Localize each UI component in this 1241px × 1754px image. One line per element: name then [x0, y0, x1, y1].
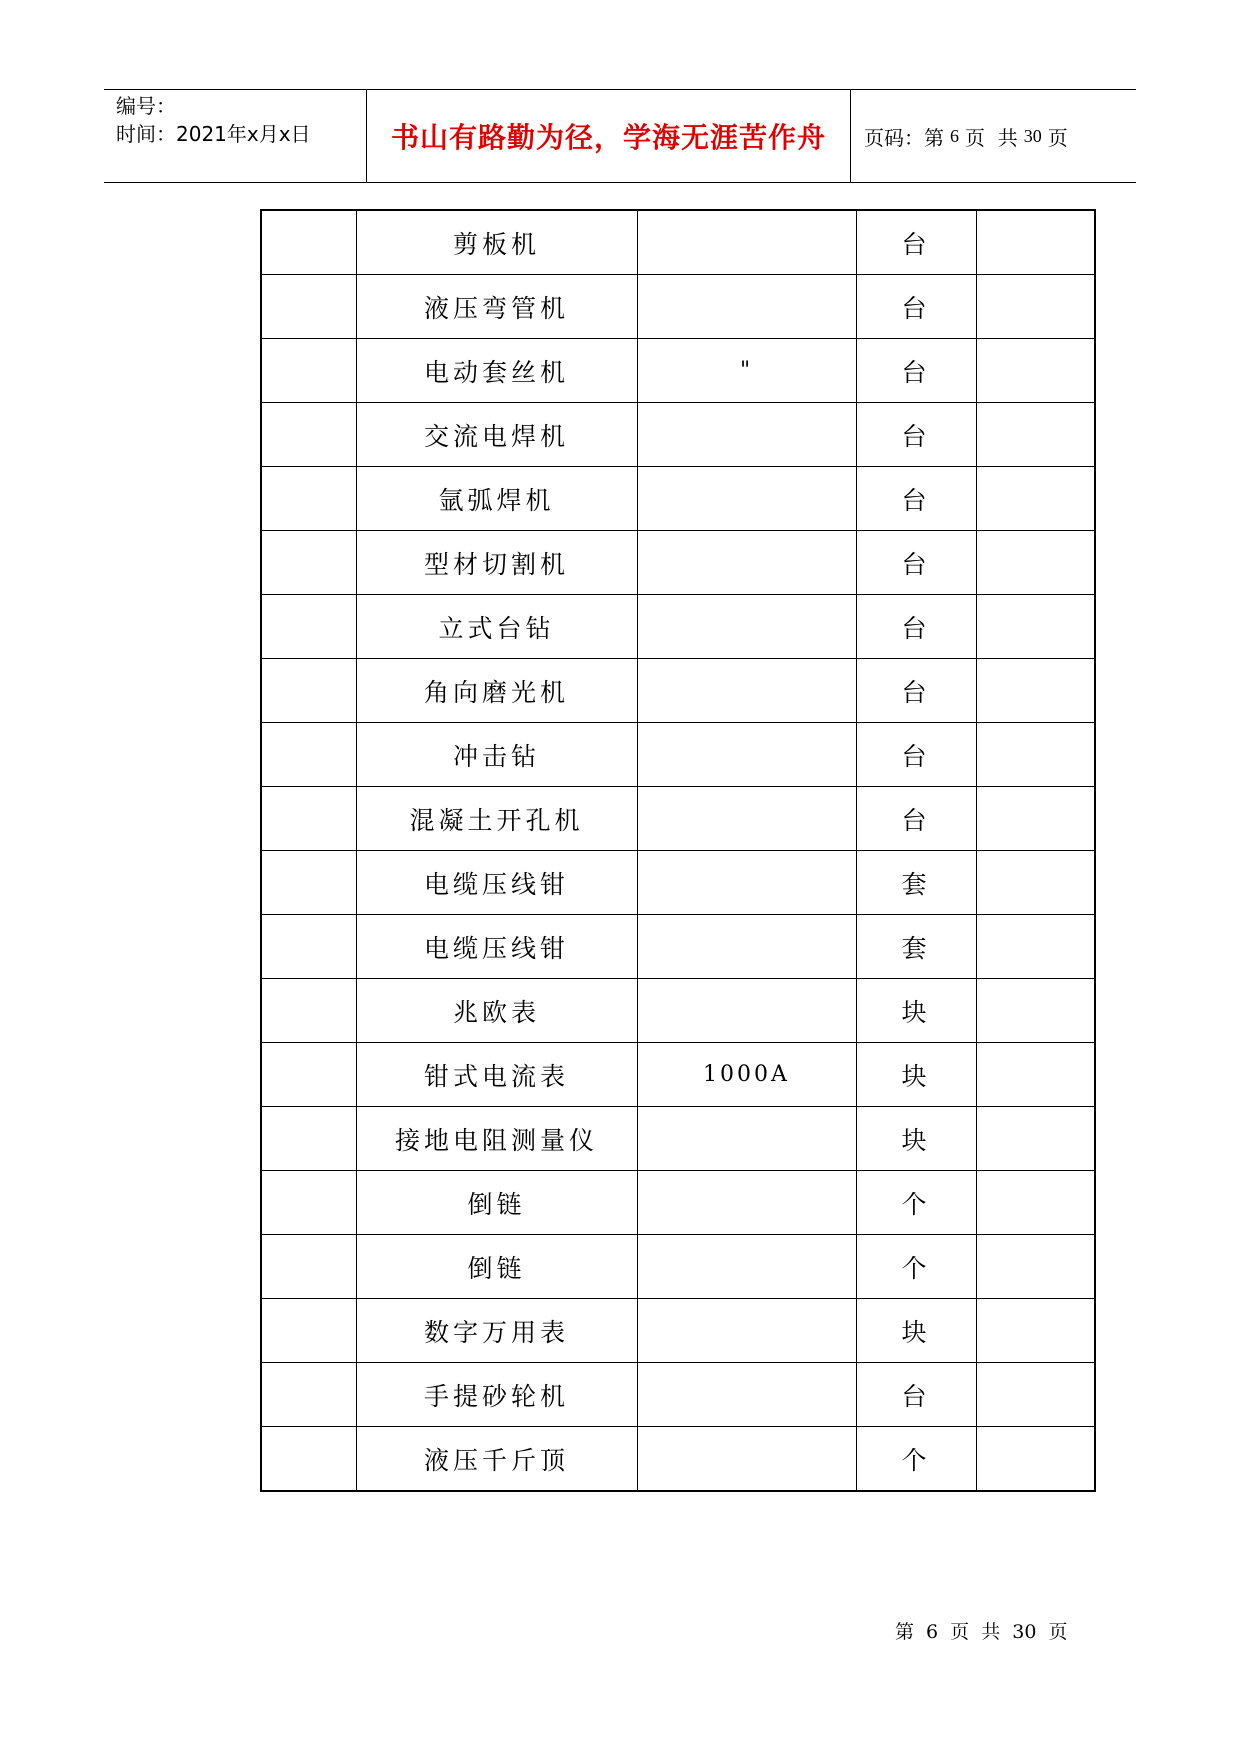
unit-cell: 台: [856, 595, 976, 659]
header-page-info: [864, 90, 1068, 182]
name-cell: 型材切割机: [356, 531, 637, 595]
number-label: 编号：: [116, 94, 176, 118]
table-row: [261, 339, 1095, 403]
name-cell: 数字万用表: [356, 1299, 637, 1363]
index-cell: [261, 339, 356, 403]
quantity-cell: [976, 787, 1095, 851]
table-row: [261, 1107, 1095, 1171]
name-cell: 电缆压线钳: [356, 851, 637, 915]
quantity-cell: [976, 723, 1095, 787]
spec-cell: [637, 915, 856, 979]
table-row: [261, 723, 1095, 787]
index-cell: [261, 595, 356, 659]
index-cell: [261, 275, 356, 339]
table-row: [261, 979, 1095, 1043]
unit-cell: 块: [856, 979, 976, 1043]
name-cell: 倒链: [356, 1235, 637, 1299]
quantity-cell: [976, 275, 1095, 339]
spec-cell: [637, 659, 856, 723]
page-header: [104, 89, 1136, 183]
spec-cell: [637, 723, 856, 787]
spec-cell: [637, 275, 856, 339]
table-row: [261, 1235, 1095, 1299]
index-cell: [261, 403, 356, 467]
spec-cell: [637, 851, 856, 915]
spec-cell: [637, 403, 856, 467]
index-cell: [261, 851, 356, 915]
table-row: [261, 1043, 1095, 1107]
unit-cell: 台: [856, 403, 976, 467]
spec-cell: [637, 1299, 856, 1363]
page-current: 6: [950, 125, 959, 146]
name-cell: 角向磨光机: [356, 659, 637, 723]
unit-cell: 个: [856, 1235, 976, 1299]
table-row: [261, 915, 1095, 979]
unit-cell: 个: [856, 1427, 976, 1492]
table-row: [261, 275, 1095, 339]
unit-cell: 台: [856, 339, 976, 403]
table-row: [261, 1427, 1095, 1492]
spec-cell: [637, 210, 856, 275]
name-cell: 交流电焊机: [356, 403, 637, 467]
index-cell: [261, 1043, 356, 1107]
unit-cell: 块: [856, 1299, 976, 1363]
index-cell: [261, 723, 356, 787]
spec-cell: [637, 1427, 856, 1492]
quantity-cell: [976, 979, 1095, 1043]
spec-cell: [637, 1235, 856, 1299]
quantity-cell: [976, 1235, 1095, 1299]
table-row: [261, 659, 1095, 723]
quantity-cell: [976, 659, 1095, 723]
unit-cell: 台: [856, 723, 976, 787]
spec-cell: 1000A: [637, 1043, 856, 1107]
table-row: [261, 595, 1095, 659]
quantity-cell: [976, 1363, 1095, 1427]
index-cell: [261, 787, 356, 851]
index-cell: [261, 1299, 356, 1363]
index-cell: [261, 915, 356, 979]
table-row: [261, 403, 1095, 467]
header-motto: 书山有路勤为径，学海无涯苦作舟: [390, 121, 826, 154]
page-total: 30: [1023, 125, 1042, 146]
page-prefix: 页码：第: [864, 125, 944, 150]
table-row: [261, 851, 1095, 915]
table-row: [261, 531, 1095, 595]
spec-cell: [637, 1363, 856, 1427]
index-cell: [261, 531, 356, 595]
equipment-table: [260, 209, 1096, 1492]
quantity-cell: [976, 531, 1095, 595]
name-cell: 电缆压线钳: [356, 915, 637, 979]
unit-cell: 套: [856, 851, 976, 915]
index-cell: [261, 1427, 356, 1492]
spec-cell: ": [637, 339, 856, 403]
table-row: [261, 210, 1095, 275]
quantity-cell: [976, 403, 1095, 467]
unit-cell: 块: [856, 1043, 976, 1107]
table-row: [261, 1171, 1095, 1235]
index-cell: [261, 659, 356, 723]
quantity-cell: [976, 851, 1095, 915]
quantity-cell: [976, 467, 1095, 531]
spec-cell: [637, 1171, 856, 1235]
table-row: [261, 1363, 1095, 1427]
page-mid: 页 共: [965, 125, 1018, 150]
spec-cell: [637, 979, 856, 1043]
table-row: [261, 467, 1095, 531]
quantity-cell: [976, 339, 1095, 403]
name-cell: 电动套丝机: [356, 339, 637, 403]
spec-cell: [637, 1107, 856, 1171]
quantity-cell: [976, 915, 1095, 979]
unit-cell: 套: [856, 915, 976, 979]
page-suffix: 页: [1047, 125, 1068, 150]
unit-cell: 台: [856, 787, 976, 851]
index-cell: [261, 1107, 356, 1171]
name-cell: 液压千斤顶: [356, 1427, 637, 1492]
name-cell: 手提砂轮机: [356, 1363, 637, 1427]
name-cell: 钳式电流表: [356, 1043, 637, 1107]
spec-cell: [637, 531, 856, 595]
spec-cell: [637, 467, 856, 531]
name-cell: 液压弯管机: [356, 275, 637, 339]
unit-cell: 台: [856, 1363, 976, 1427]
index-cell: [261, 1363, 356, 1427]
unit-cell: 台: [856, 531, 976, 595]
quantity-cell: [976, 1171, 1095, 1235]
quantity-cell: [976, 1427, 1095, 1492]
name-cell: 冲击钻: [356, 723, 637, 787]
equipment-table-body: [261, 210, 1095, 1491]
unit-cell: 个: [856, 1171, 976, 1235]
page-footer: 第 6 页 共 30 页: [895, 1621, 1068, 1643]
quantity-cell: [976, 1299, 1095, 1363]
unit-cell: 台: [856, 467, 976, 531]
table-row: [261, 1299, 1095, 1363]
spec-cell: [637, 595, 856, 659]
name-cell: 氩弧焊机: [356, 467, 637, 531]
index-cell: [261, 210, 356, 275]
spec-cell: [637, 787, 856, 851]
unit-cell: 台: [856, 210, 976, 275]
quantity-cell: [976, 1043, 1095, 1107]
name-cell: 立式台钻: [356, 595, 637, 659]
name-cell: 混凝土开孔机: [356, 787, 637, 851]
unit-cell: 块: [856, 1107, 976, 1171]
time-label: 时间：2021年x月x日: [116, 122, 311, 146]
unit-cell: 台: [856, 275, 976, 339]
name-cell: 剪板机: [356, 210, 637, 275]
name-cell: 倒链: [356, 1171, 637, 1235]
name-cell: 兆欧表: [356, 979, 637, 1043]
header-divider: [850, 90, 851, 182]
index-cell: [261, 1235, 356, 1299]
table-row: [261, 787, 1095, 851]
unit-cell: 台: [856, 659, 976, 723]
index-cell: [261, 467, 356, 531]
quantity-cell: [976, 1107, 1095, 1171]
quantity-cell: [976, 210, 1095, 275]
name-cell: 接地电阻测量仪: [356, 1107, 637, 1171]
index-cell: [261, 979, 356, 1043]
quantity-cell: [976, 595, 1095, 659]
index-cell: [261, 1171, 356, 1235]
